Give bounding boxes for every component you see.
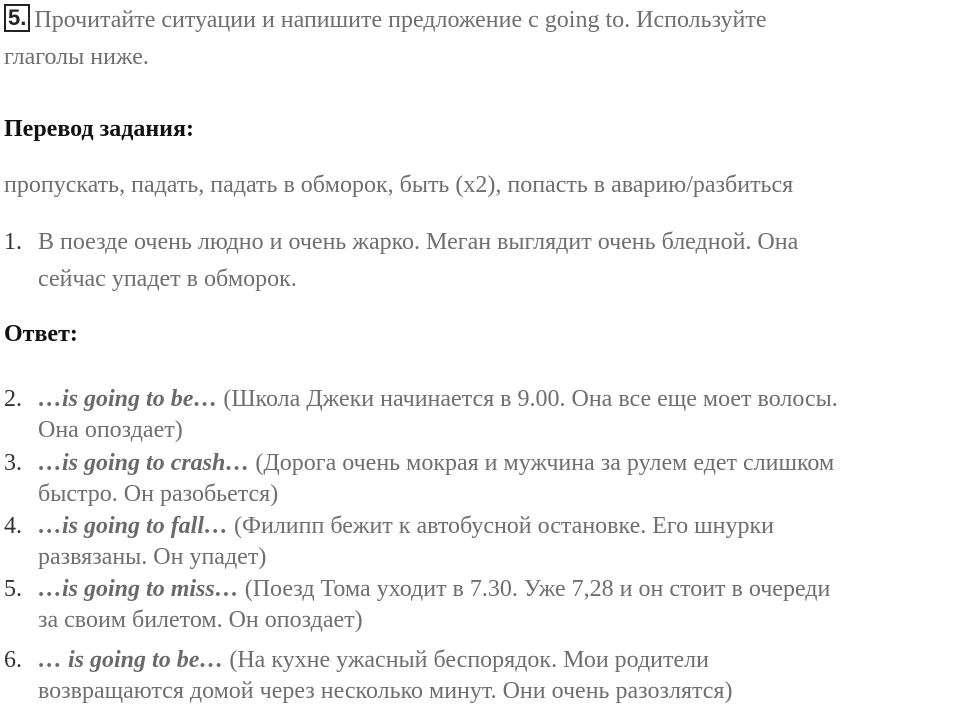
answer-item-number: 2. xyxy=(4,386,22,412)
answer-text-1: (Поезд Тома уходит в 7.30. Уже 7,28 и он стоит в очереди xyxy=(238,576,831,602)
task-instruction-line-2: глаголы ниже. xyxy=(4,44,149,70)
example-item xyxy=(4,227,956,295)
answer-item-number: 3. xyxy=(4,450,22,476)
task-instruction-text-1: Прочитайте ситуации и напишите предложение с going to. Используйте xyxy=(34,7,767,33)
answer-text-1: (На кухне ужасный беспорядок. Мои родители xyxy=(223,647,709,673)
example-item-line-1: В поезде очень людно и очень жарко. Меган выглядит очень бледной. Она xyxy=(38,229,799,255)
answer-text-1: (Дорога очень мокрая и мужчина за рулем едет слишком xyxy=(249,450,835,476)
answer-text-2: за своим билетом. Он опоздает) xyxy=(38,607,363,633)
answer-phrase: …is going to fall… xyxy=(38,513,229,539)
task-number-box: 5. xyxy=(4,4,30,32)
answer-item-5 xyxy=(4,574,956,636)
answer-item-4 xyxy=(4,511,956,573)
answer-item-number: 4. xyxy=(4,513,22,539)
answer-text-2: быстро. Он разобьется) xyxy=(38,481,279,507)
answer-text-2: возвращаются домой через несколько минут. Они очень разозлятся) xyxy=(38,678,733,704)
answer-item-2 xyxy=(4,384,956,446)
answer-text-2: Она опоздает) xyxy=(38,417,183,443)
answer-item-number: 5. xyxy=(4,576,22,602)
answer-text-1: (Филипп бежит к автобусной остановке. Его шнурки xyxy=(228,513,774,539)
verbs-list: пропускать, падать, падать в обморок, быть (x2), попасть в аварию/разбиться xyxy=(4,172,794,198)
answer-item-number: 6. xyxy=(4,647,22,673)
answer-heading: Ответ: xyxy=(4,321,78,347)
example-item-number: 1. xyxy=(4,229,22,255)
answer-phrase: …is going to crash… xyxy=(38,450,250,476)
translation-heading: Перевод задания: xyxy=(4,116,194,142)
answer-phrase: … is going to be… xyxy=(38,647,224,673)
example-item-line-2: сейчас упадет в обморок. xyxy=(38,266,297,292)
answer-phrase: …is going to be… xyxy=(38,386,218,412)
answer-text-2: развязаны. Он упадет) xyxy=(38,544,267,570)
answer-item-3 xyxy=(4,448,956,510)
task-instruction-line-1 xyxy=(4,4,767,35)
answer-phrase: …is going to miss… xyxy=(38,576,239,602)
answer-item-6 xyxy=(4,645,956,707)
answer-text-1: (Школа Джеки начинается в 9.00. Она все еще моет волосы. xyxy=(217,386,838,412)
